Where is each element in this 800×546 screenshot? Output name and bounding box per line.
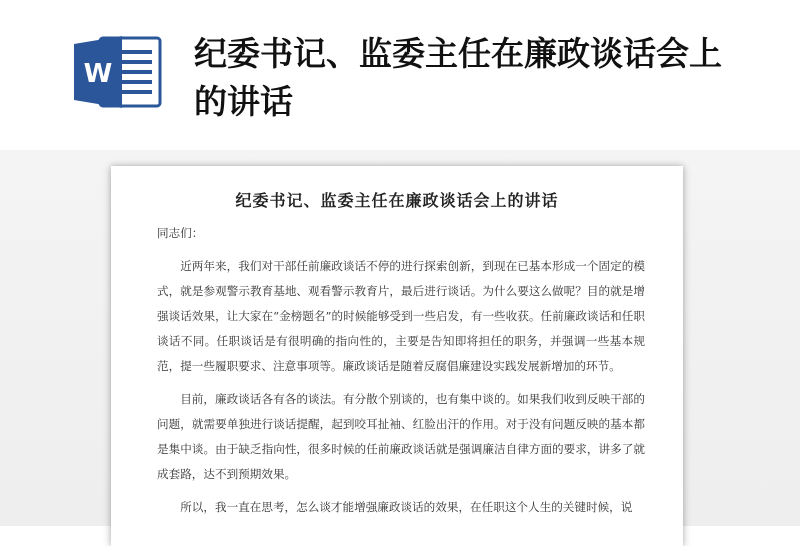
page-title: 纪委书记、监委主任在廉政谈话会上的讲话 [194,34,722,121]
paragraph-2: 目前，廉政谈话各有各的谈法。有分散个别谈的，也有集中谈的。如果我们收到反映干部的问题，就需要单独进行谈话提醒，起到咬耳扯袖、红脸出汗的作用。对于没有问题反映的基本都是集中谈。由于缺乏指向性，很多时候的任前廉政谈话就是强调廉洁自律方面的要求，讲多了就成套路，达不到预期效果。 [157,392,645,481]
document-body [157,221,645,528]
paragraph-3: 所以，我一直在思考，怎么谈才能增强廉政谈话的效果，在任职这个人生的关键时候，说 [180,500,633,514]
paragraph-1: 近两年来，我们对干部任前廉政谈话不停的进行探索创新，到现在已基本形成一个固定的模式，就是参观警示教育基地、观看警示教育片，最后进行谈话。为什么要这么做呢？目的就是增强谈话效果，让大家在“金榜题名”的时候能够受到一些启发，有一些收获。任前廉政谈话和任职谈话不同。任职谈话是有很明确的指向性的，主要是告知即将担任的职务，并强调一些基本规范，提一些履职要求、注意事项等。廉政谈话是随着反腐倡廉建设实践发展新增加的环节。 [157,259,645,373]
document-page [111,166,683,546]
header-banner [0,0,800,160]
document-title: 纪委书记、监委主任在廉政谈话会上的讲话 [235,191,559,210]
word-doc-icon [72,34,164,110]
salutation: 同志们： [157,226,204,240]
word-letter: W [83,59,113,89]
